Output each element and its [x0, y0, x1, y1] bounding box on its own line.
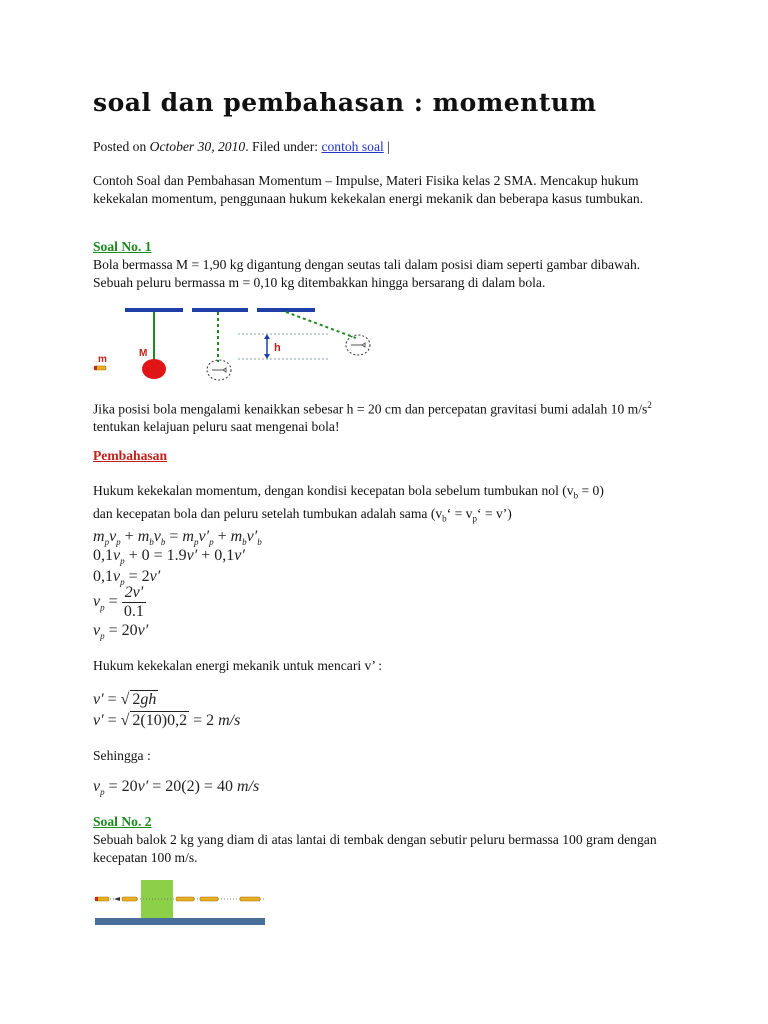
p1-line2-c: ‘ = v’): [476, 506, 512, 522]
p1-line2-sub2: p: [472, 513, 477, 524]
bullet-5: [240, 897, 260, 901]
soal2-heading[interactable]: Soal No. 2: [93, 814, 152, 829]
bullet-4: [200, 897, 218, 901]
pembahasan-p3: Sehingga :: [93, 748, 151, 763]
bullet-in-ball-2: [212, 368, 226, 372]
equation-3: $0,1v_p = 2v'$: [93, 568, 161, 588]
label-m: m: [98, 354, 107, 365]
equation-5: $v_p = 20v'$: [93, 622, 149, 642]
label-M: M: [139, 348, 148, 359]
posted-on-label: Posted on: [93, 139, 147, 154]
fraction: [122, 584, 147, 621]
label-h: h: [274, 342, 281, 354]
arrow-head-1: [114, 897, 120, 901]
equation-6: v′ = √ 2gh: [93, 691, 157, 708]
equation-7: v′ = √ 2(10)0,2 = 2 m/s: [93, 712, 241, 729]
soal1-heading[interactable]: Soal No. 1: [93, 239, 152, 254]
filed-under-label: . Filed under:: [245, 139, 319, 154]
ceiling-bar-1: [125, 308, 183, 312]
p1-line2-b: ‘ = v: [446, 506, 473, 522]
intro-paragraph: Contoh Soal dan Pembahasan Momentum – Impulse, Materi Fisika kelas 2 SMA. Mencakup hukum kekekalan momentum, penggunaan hukum kekekalan energi mekanik dan beberapa kasus tumbukan.: [93, 173, 644, 206]
p1-sub: b: [573, 490, 579, 501]
post-date: October 30, 2010: [149, 139, 246, 154]
question-part-a: Jika posisi bola mengalami kenaikkan sebesar h = 20 cm dan percepatan gravitasi bumi adalah 10 m/s: [93, 401, 648, 417]
p1-part-a: Hukum kekekalan momentum, dengan kondisi kecepatan bola sebelum tumbukan nol (v: [93, 483, 574, 498]
p1-line2-sub1: b: [442, 513, 447, 524]
question-part-b: tentukan kelajuan peluru saat mengenai bola!: [93, 419, 340, 435]
meta-separator: |: [387, 139, 390, 154]
bullet-1: [95, 897, 109, 901]
ball-M: [142, 359, 166, 379]
ceiling-bar-3: [257, 308, 315, 312]
block-figure: [92, 878, 272, 928]
equation-2: $0,1v_p + 0 = 1.9v' + 0,1v'$: [93, 547, 245, 567]
post-meta: [93, 138, 693, 156]
bullet-in-ball-3: [351, 343, 365, 347]
pembahasan-p2: Hukum kekekalan energi mekanik untuk mencari v’ :: [93, 658, 383, 673]
block: [141, 880, 173, 918]
equation-1: $m_pv_p + m_bv_b = m_pv'_p + m_bv'_b$: [93, 528, 262, 548]
soal1-text: Bola bermassa M = 1,90 kg digantung dengan seutas tali dalam posisi diam seperti gambar dibawah. Sebuah peluru bermassa m = 0,10 kg ditembakkan hingga bersarang di dalam bola.: [93, 257, 641, 290]
bullet-2: [122, 897, 137, 901]
soal1-question: [93, 397, 673, 436]
p1-line2-a: dan kecepatan bola dan peluru setelah tumbukan adalah sama (v: [93, 506, 443, 522]
question-superscript: 2: [647, 400, 652, 410]
soal2-text: Sebuah balok 2 kg yang diam di atas lantai di tembak dengan sebutir peluru bermassa 100 gram dengan kecepatan 100 m/s.: [93, 832, 657, 865]
bullet-3: [176, 897, 194, 901]
category-link[interactable]: contoh soal: [321, 139, 384, 154]
fraction-numerator: 2v': [122, 584, 147, 603]
bullet-m-tail: [94, 366, 97, 370]
string-3: [286, 312, 356, 338]
ceiling-bar-2: [192, 308, 248, 312]
h-arrow-top-head: [264, 334, 270, 339]
fraction-denominator: 0.1: [123, 603, 144, 620]
pembahasan-p1: [93, 482, 693, 528]
equation-4: $v_p$ = $\frac{2v'}{0.1}$: [93, 584, 146, 621]
pendulum-figure: [88, 304, 378, 384]
h-arrow-bottom-head: [264, 354, 270, 359]
equation-8: $v_p = 20v' = 20(2) = 40$ m/s: [93, 778, 260, 798]
p1-part-b: = 0): [578, 483, 604, 498]
pembahasan-heading[interactable]: Pembahasan: [93, 448, 168, 463]
floor: [95, 918, 265, 925]
page-title: soal dan pembahasan : momentum: [93, 88, 597, 117]
